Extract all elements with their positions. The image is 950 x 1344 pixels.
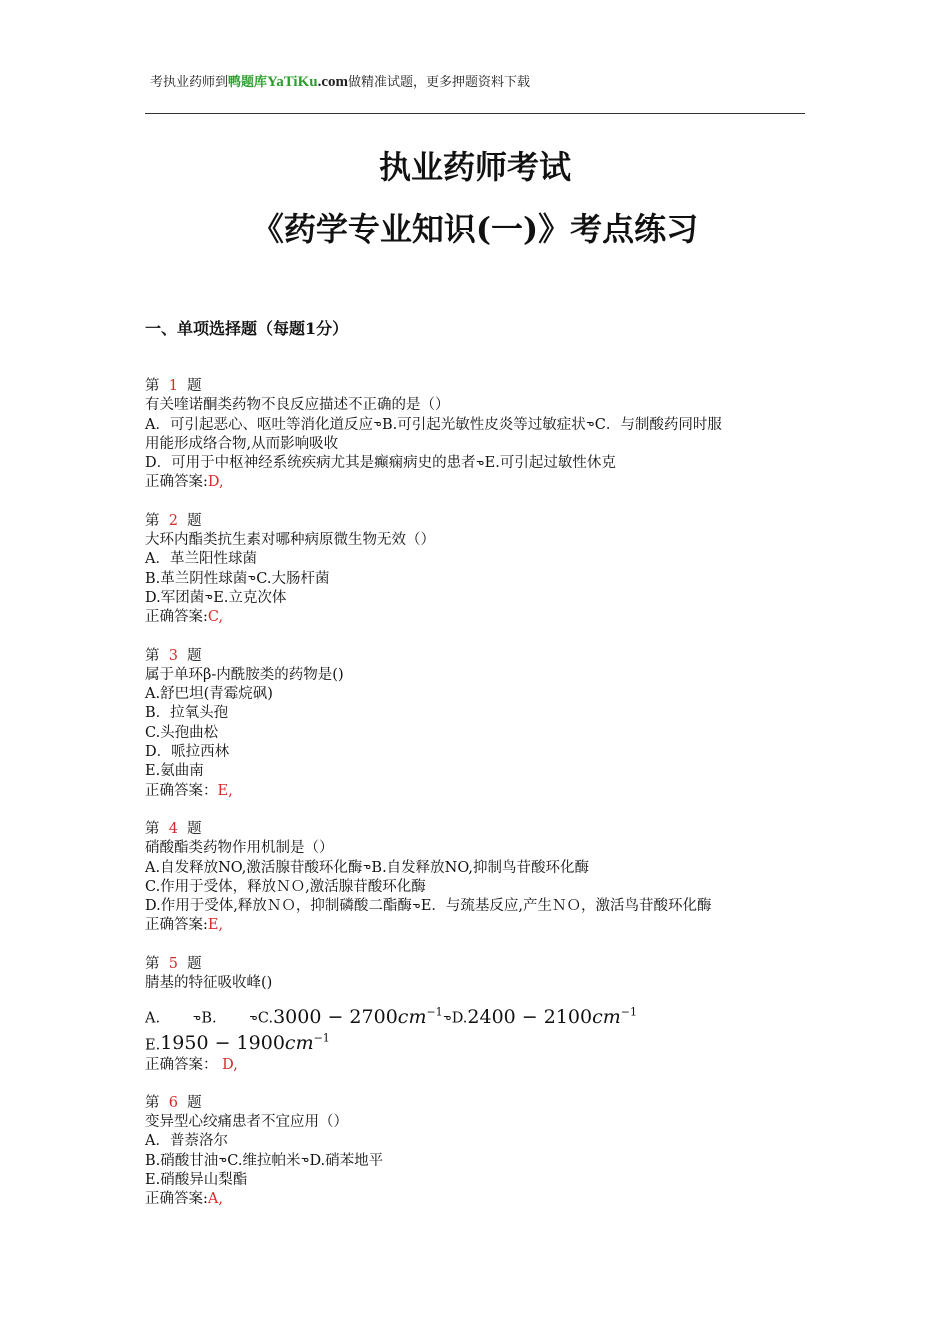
question-stem: 属于单环β-内酰胺类的药物是() <box>145 666 344 683</box>
question-stem: 大环内酯类抗生素对哪种病原微生物无效（） <box>145 532 435 549</box>
banner-prefix: 考执业药师到 <box>150 75 229 90</box>
answer-value: D, <box>207 474 224 491</box>
question-block <box>145 377 815 493</box>
correct-answer: 正确答案：E, <box>145 782 233 799</box>
question-options: A. ᓀB. ᓀC.3000 − $2700cm^{-1}ᓀD.2400 - 2100cm^{-1}$ <box>145 1005 638 1028</box>
question-block <box>145 647 815 801</box>
question-list <box>145 377 815 1229</box>
header-divider <box>145 113 805 114</box>
question-options: B．拉氧头孢 <box>145 705 229 722</box>
question-options: A.舒巴坦(青霉烷砜) <box>145 686 273 703</box>
section-heading: 一、单项选择题（每题1分） <box>145 319 349 338</box>
page-title: 执业药师考试 <box>378 148 571 186</box>
question-options: D.作用于受体,释放ＮＯ，抑制磷酸二酯酶ᓀE．与巯基反应,产生ＮＯ，激活鸟苷酸环化酶 <box>145 898 712 915</box>
separator-icon: ᓀ <box>412 900 421 911</box>
formula-c: $3000 - 2700cm^{-1}$ <box>273 1005 443 1028</box>
question-block <box>145 955 815 1075</box>
separator-icon: ᓀ <box>476 457 484 468</box>
separator-icon: ᓀ <box>249 1013 258 1024</box>
question-stem: 硝酸酯类药物作用机制是（） <box>145 840 334 857</box>
separator-icon: ᓀ <box>443 1013 452 1024</box>
answer-value: E, <box>217 782 233 799</box>
brand-domain[interactable]: .com <box>317 74 349 90</box>
separator-icon: ᓀ <box>218 1155 227 1166</box>
separator-icon: ᓀ <box>204 592 213 603</box>
question-options: D．哌拉西林 <box>145 744 230 761</box>
question-number: 第 1 题 <box>145 378 202 394</box>
question-block <box>145 1094 815 1210</box>
formula-e: $1950 - 1900cm^{-1}$ <box>160 1031 330 1055</box>
question-options: D．可用于中枢神经系统疾病尤其是癫痫病史的患者ᓀE.可引起过敏性休克 <box>145 455 616 472</box>
question-options: A．普萘洛尔 <box>145 1133 228 1150</box>
question-block <box>145 820 815 936</box>
brand-name-cn[interactable]: 鸭题库 <box>228 75 268 90</box>
question-options: C.作用于受体，释放ＮＯ,激活腺苷酸环化酶 <box>145 878 426 895</box>
question-options: 用能形成络合物,从而影响吸收 <box>145 435 339 452</box>
question-stem: 变异型心绞痛患者不宜应用（） <box>145 1114 348 1131</box>
question-number: 第 5 题 <box>145 955 202 972</box>
question-options: E.硝酸异山梨酯 <box>145 1172 248 1189</box>
banner-suffix: 做精准试题，更多押题资料下载 <box>348 75 531 90</box>
question-number: 第 6 题 <box>145 1094 202 1111</box>
correct-answer: 正确答案:A, <box>145 1191 223 1208</box>
answer-value: C, <box>207 609 224 626</box>
correct-answer: 正确答案:C, <box>145 609 224 626</box>
answer-value: A, <box>207 1191 223 1208</box>
question-options: C.头孢曲松 <box>145 724 219 741</box>
question-options: B.革兰阴性球菌ᓀC.大肠杆菌 <box>145 570 330 587</box>
question-number: 第 3 题 <box>145 647 202 664</box>
question-options: D.军团菌ᓀE.立克次体 <box>145 589 287 606</box>
question-number: 第 2 题 <box>145 512 202 529</box>
question-options: E.氨曲南 <box>145 763 204 780</box>
answer-value: D, <box>222 1056 238 1073</box>
question-number: 第 4 题 <box>145 820 202 837</box>
brand-name-en[interactable]: YaTiKu <box>267 74 318 90</box>
question-block <box>145 512 815 628</box>
separator-icon: ᓀ <box>301 1155 309 1166</box>
question-options: A．革兰阳性球菌 <box>145 551 257 568</box>
question-options: A．可引起恶心、呕吐等消化道反应ᓀB.可引起光敏性皮炎等过敏症状ᓀC．与制酸药同时服 <box>145 416 722 433</box>
correct-answer: 正确答案:E, <box>145 917 224 934</box>
page-subtitle: 《药学专业知识(一)》考点练习 <box>251 210 699 248</box>
question-stem: 腈基的特征吸收峰() <box>145 975 273 992</box>
site-banner <box>150 71 530 91</box>
answer-value: E, <box>207 917 224 934</box>
formula-d: $2400 - 2100cm^{-1}$ <box>467 1005 638 1028</box>
separator-icon: ᓀ <box>363 862 371 873</box>
correct-answer: 正确答案:D, <box>145 474 224 491</box>
correct-answer: 正确答案： D, <box>145 1056 238 1073</box>
question-options: B.硝酸甘油ᓀC.维拉帕米ᓀD.硝苯地平 <box>145 1152 384 1169</box>
separator-icon: ᓀ <box>247 573 256 584</box>
separator-icon: ᓀ <box>193 1013 201 1024</box>
separator-icon: ᓀ <box>586 419 595 430</box>
separator-icon: ᓀ <box>373 419 382 430</box>
question-options: $E.1950 - 1900cm^{-1}$ <box>145 1031 330 1055</box>
question-options: A.自发释放NO,激活腺苷酸环化酶ᓀB.自发释放NO,抑制鸟苷酸环化酶 <box>145 859 590 876</box>
question-stem: 有关喹诺酮类药物不良反应描述不正确的是（） <box>145 397 450 414</box>
